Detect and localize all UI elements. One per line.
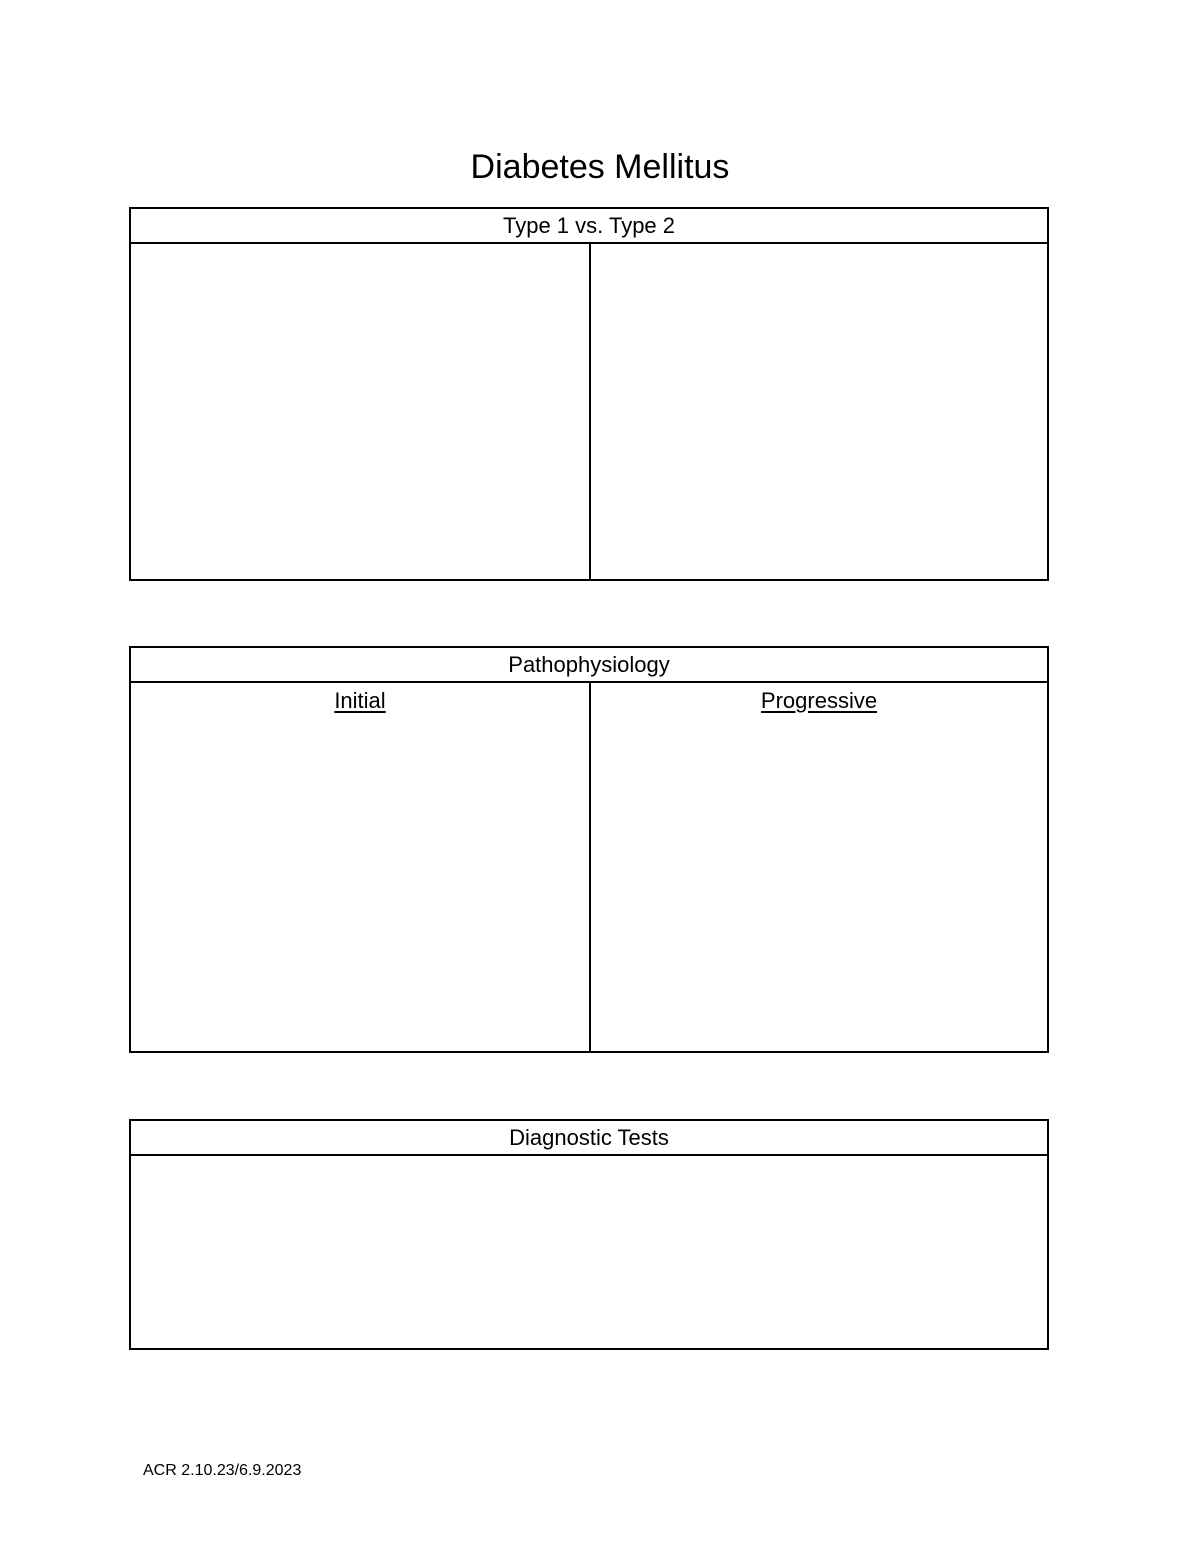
diagnostic-tests-box	[129, 1119, 1049, 1350]
initial-heading: Initial	[334, 688, 386, 713]
pathophysiology-body	[131, 683, 1047, 1051]
pathophysiology-header: Pathophysiology	[131, 648, 1047, 683]
page-title: Diabetes Mellitus	[470, 148, 730, 186]
document-footer: ACR 2.10.23/6.9.2023	[143, 1462, 302, 1479]
progressive-heading: Progressive	[760, 688, 878, 713]
type-1-cell	[131, 244, 591, 579]
progressive-cell	[591, 683, 1047, 1051]
type-comparison-header: Type 1 vs. Type 2	[131, 209, 1047, 244]
diagnostic-tests-body	[131, 1156, 1047, 1348]
type-comparison-box	[129, 207, 1049, 581]
diagnostic-tests-header: Diagnostic Tests	[131, 1121, 1047, 1156]
type-comparison-body	[131, 244, 1047, 579]
pathophysiology-box	[129, 646, 1049, 1053]
type-2-cell	[591, 244, 1047, 579]
initial-cell	[131, 683, 591, 1051]
